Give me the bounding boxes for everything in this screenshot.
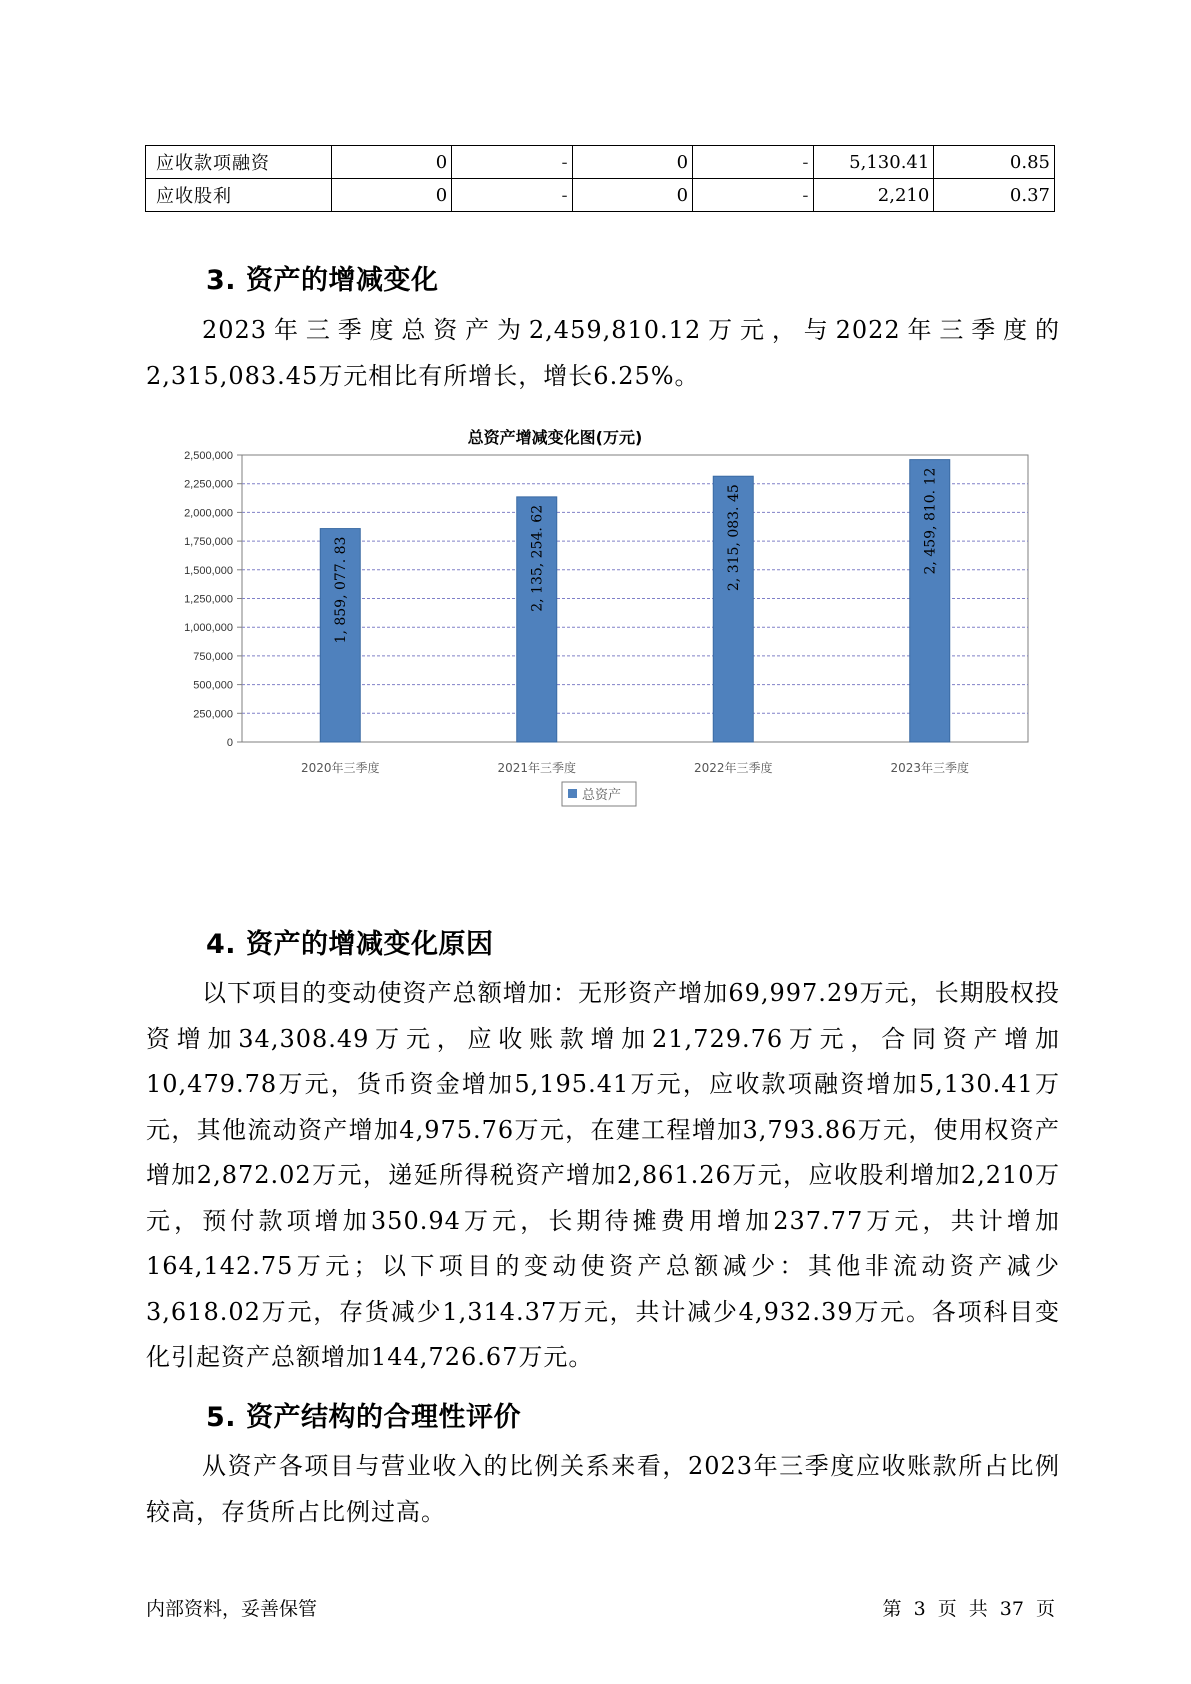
table-cell-value: 0: [331, 179, 451, 212]
table-cell-value: -: [452, 179, 572, 212]
y-tick-label: 750,000: [193, 650, 233, 663]
footer-confidential: 内部资料，妥善保管: [146, 1598, 318, 1620]
bar-value-label: 1, 859, 077. 83: [333, 536, 350, 644]
total-assets-chart: [145, 420, 1045, 880]
section-3-paragraph: 2023年三季度总资产为2,459,810.12万元，与2022年三季度的2,315,083.45万元相比有所增长，增长6.25%。: [146, 316, 1060, 390]
y-tick-label: 2,500,000: [184, 450, 233, 462]
legend-swatch: [568, 789, 577, 798]
legend-label: 总资产: [582, 788, 622, 803]
chart-svg: [145, 420, 1045, 880]
bar-value-label: 2, 315, 083. 45: [726, 484, 743, 592]
table-cell-value: -: [693, 146, 813, 179]
y-tick-label: 250,000: [193, 708, 233, 721]
table-cell-value: 0: [331, 146, 451, 179]
table-cell-value: 0.85: [934, 146, 1055, 179]
section-4-heading: 4. 资产的增减变化原因: [206, 929, 494, 960]
asset-table: [145, 145, 1055, 212]
section-4-paragraph: 以下项目的变动使资产总额增加：无形资产增加69,997.29万元，长期股权投资增加34,308.49万元，应收账款增加21,729.76万元，合同资产增加10,479.78万元，货币资金增加5,195.41万元，应收款项融资增加5,130.41万元，其他流动资产增加4,975.76万元，在建工程增加3,793.86万元，使用权资产增加2,872.02万元，递延所得税资产增加2,861.26万元，应收股利增加2,210万元，预付款项增加350.94万元，长期待摊费用增加237.77万元，共计增加164,142.75万元；以下项目的变动使资产总额减少：其他非流动资产减少3,618.02万元，存货减少1,314.37万元，共计减少4,932.39万元。各项科目变化引起资产总额增加144,726.67万元。: [146, 979, 1060, 1371]
y-tick-label: 1,750,000: [184, 536, 233, 549]
chart-title: 总资产增减变化图(万元): [467, 428, 643, 447]
table-cell-value: 2,210: [813, 179, 934, 212]
table-cell-value: 0: [572, 146, 692, 179]
footer-page-number: 第 3 页 共 37 页: [882, 1598, 1055, 1620]
table-cell-value: 5,130.41: [813, 146, 934, 179]
section-3-heading: 3. 资产的增减变化: [206, 265, 439, 296]
table-cell-item: 应收款项融资: [146, 146, 332, 179]
x-category-label: 2021年三季度: [497, 761, 577, 775]
y-tick-label: 1,250,000: [184, 593, 233, 606]
y-tick-label: 1,500,000: [184, 564, 233, 577]
x-category-label: 2022年三季度: [693, 761, 773, 775]
y-tick-label: 2,250,000: [184, 478, 233, 491]
bar-value-label: 2, 459, 810. 12: [922, 467, 939, 575]
x-category-label: 2023年三季度: [890, 761, 970, 775]
y-tick-label: 0: [226, 737, 233, 749]
y-tick-label: 1,000,000: [184, 622, 233, 635]
table-cell-value: 0.37: [934, 179, 1055, 212]
table-row: [146, 146, 1055, 179]
table-row: [146, 179, 1055, 212]
table-cell-value: 0: [572, 179, 692, 212]
table-cell-value: -: [452, 146, 572, 179]
x-category-label: 2020年三季度: [300, 761, 380, 775]
table-cell-item: 应收股利: [146, 179, 332, 212]
section-5-paragraph: 从资产各项目与营业收入的比例关系来看，2023年三季度应收账款所占比例较高，存货所占比例过高。: [146, 1452, 1060, 1526]
y-tick-label: 2,000,000: [184, 507, 233, 520]
table-cell-value: -: [693, 179, 813, 212]
section-5-heading: 5. 资产结构的合理性评价: [206, 1402, 521, 1433]
bar-value-label: 2, 135, 254. 62: [529, 504, 546, 612]
y-tick-label: 500,000: [193, 679, 233, 692]
